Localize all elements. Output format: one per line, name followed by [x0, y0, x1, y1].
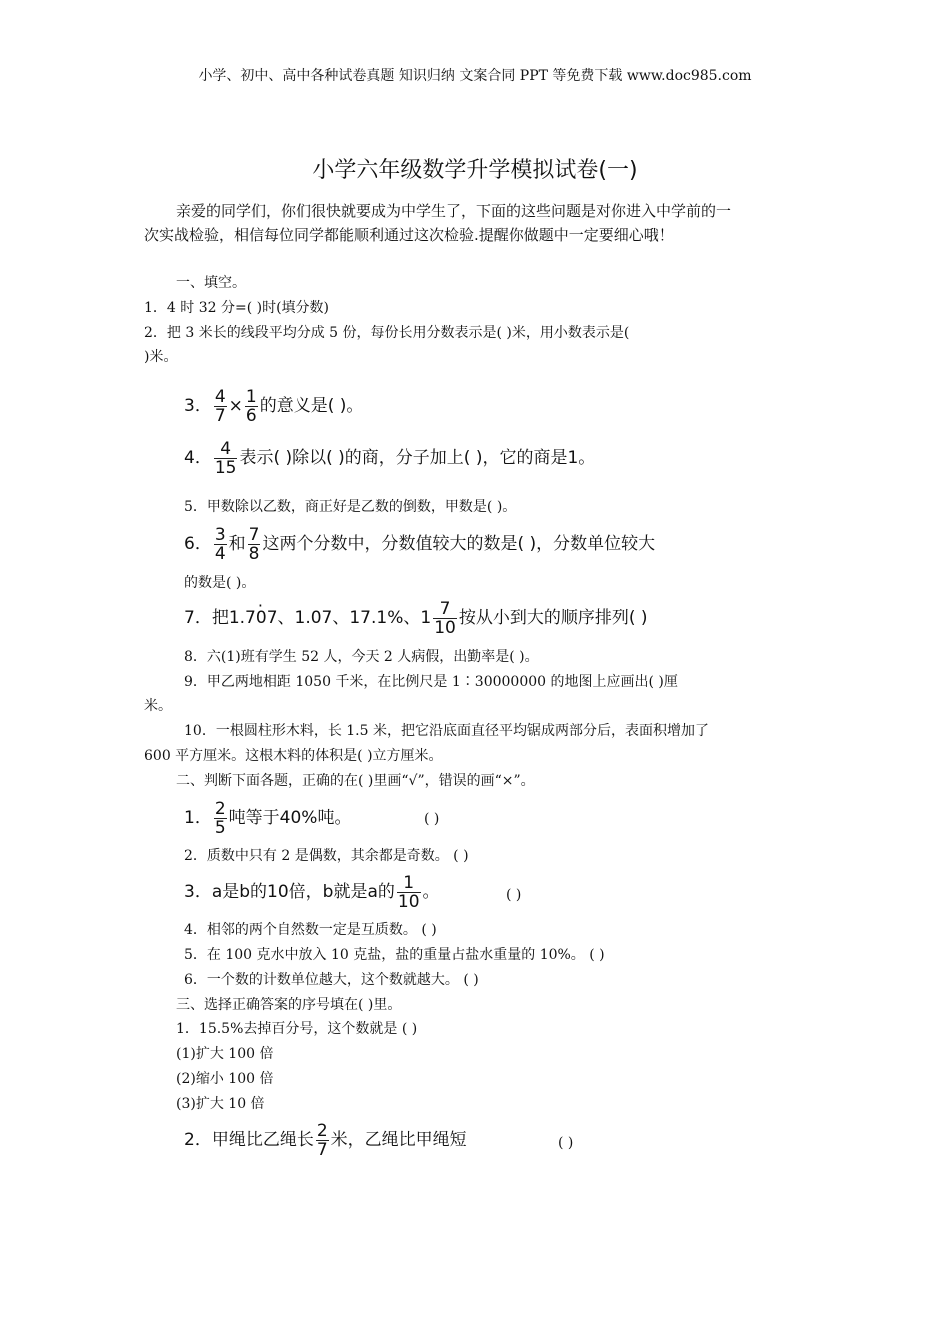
- s2-q6: 6．一个数的计数单位越大，这个数就越大。 ( ): [184, 972, 479, 988]
- s1-q8: 8．六(1)班有学生 52 人，今天 2 人病假，出勤率是( )。: [184, 649, 539, 665]
- s1-q1: 1．4 时 32 分=( )时(填分数): [144, 300, 330, 316]
- section-2-heading: 二、判断下面各题，正确的在( )里画“√”，错误的画“×”。: [176, 773, 535, 789]
- s1-q7: 7．把1.70 ·7、1.07、17.1%、1 $\frac{7}{10}$ 按从小到大的顺序排列( ): [184, 596, 648, 640]
- intro-line-2: 次实战检验，相信每位同学都能顺利通过这次检验.提醒你做题中一定要细心哦！: [144, 226, 674, 244]
- s1-q10-line1: 10．一根圆柱形木料，长 1.5 米，把它沿底面直径平均锯成两部分后，表面积增加了: [184, 723, 709, 739]
- s2-q1-blank: ( ): [424, 811, 440, 827]
- s3-q2: 2．甲绳比乙绳长 $\frac{2}{7}$ 米，乙绳比甲绳短: [184, 1120, 467, 1160]
- fraction: $\frac{1}{10}$: [397, 872, 420, 912]
- s3-q1-option-3: (3)扩大 10 倍: [176, 1096, 265, 1112]
- s1-q5: 5．甲数除以乙数，商正好是乙数的倒数，甲数是( )。: [184, 499, 517, 515]
- s1-q4: 4． $\frac{4}{15}$ 表示( )除以( )的商，分子加上( )，它的商是1。: [184, 438, 596, 478]
- s3-q1-option-1: (1)扩大 100 倍: [176, 1046, 274, 1062]
- fraction: $\frac{4}{15}$: [214, 438, 237, 478]
- fraction: $\frac{3}{4}$: [214, 524, 226, 564]
- fraction: $\frac{1}{6}$: [245, 386, 257, 426]
- s1-q2-line2: )米。: [144, 349, 178, 365]
- fraction: $\frac{4}{7}$: [214, 386, 226, 426]
- s1-q9-line1: 9．甲乙两地相距 1050 千米，在比例尺是 1∶30000000 的地图上应画出( )厘: [184, 674, 678, 690]
- s2-q5: 5．在 100 克水中放入 10 克盐，盐的重量占盐水重量的 10%。 ( ): [184, 947, 605, 963]
- s3-q1-option-2: (2)缩小 100 倍: [176, 1071, 274, 1087]
- s2-q4: 4．相邻的两个自然数一定是互质数。 ( ): [184, 922, 437, 938]
- fraction: $\frac{2}{7}$: [316, 1120, 328, 1160]
- fraction: $\frac{2}{5}$: [214, 798, 226, 838]
- s3-q1: 1．15.5%去掉百分号，这个数就是 ( ): [176, 1021, 418, 1037]
- intro-line-1: 亲爱的同学们，你们很快就要成为中学生了，下面的这些问题是对你进入中学前的一: [176, 202, 732, 220]
- s1-q3: 3． $\frac{4}{7}$ × $\frac{1}{6}$ 的意义是( )。: [184, 386, 364, 426]
- s1-q9-line2: 米。: [144, 698, 172, 714]
- s2-q1: 1． $\frac{2}{5}$ 吨等于40%吨。: [184, 798, 352, 838]
- fraction: $\frac{7}{8}$: [248, 524, 260, 564]
- s1-q2-line1: 2．把 3 米长的线段平均分成 5 份，每份长用分数表示是( )米，用小数表示是(: [144, 325, 630, 341]
- s3-q2-blank: ( ): [558, 1135, 574, 1151]
- s1-q6-line2: 的数是( )。: [184, 575, 256, 591]
- s1-q6: 6． $\frac{3}{4}$ 和 $\frac{7}{8}$ 这两个分数中，分数值较大的数是( )，分数单位较大: [184, 524, 656, 564]
- section-3-heading: 三、选择正确答案的序号填在( )里。: [176, 997, 402, 1013]
- s2-q3-blank: ( ): [506, 887, 522, 903]
- s2-q3: 3．a是b的10倍，b就是a的 $\frac{1}{10}$ 。: [184, 872, 440, 912]
- page-header: 小学、初中、高中各种试卷真题 知识归纳 文案合同 PPT 等免费下载 www.doc985.com: [198, 68, 752, 84]
- s1-q10-line2: 600 平方厘米。这根木料的体积是( )立方厘米。: [144, 748, 443, 764]
- section-1-heading: 一、填空。: [176, 275, 246, 291]
- fraction: $\frac{7}{10}$: [434, 598, 456, 638]
- page-title: 小学六年级数学升学模拟试卷(一): [312, 158, 638, 183]
- s2-q2: 2．质数中只有 2 是偶数，其余都是奇数。 ( ): [184, 848, 469, 864]
